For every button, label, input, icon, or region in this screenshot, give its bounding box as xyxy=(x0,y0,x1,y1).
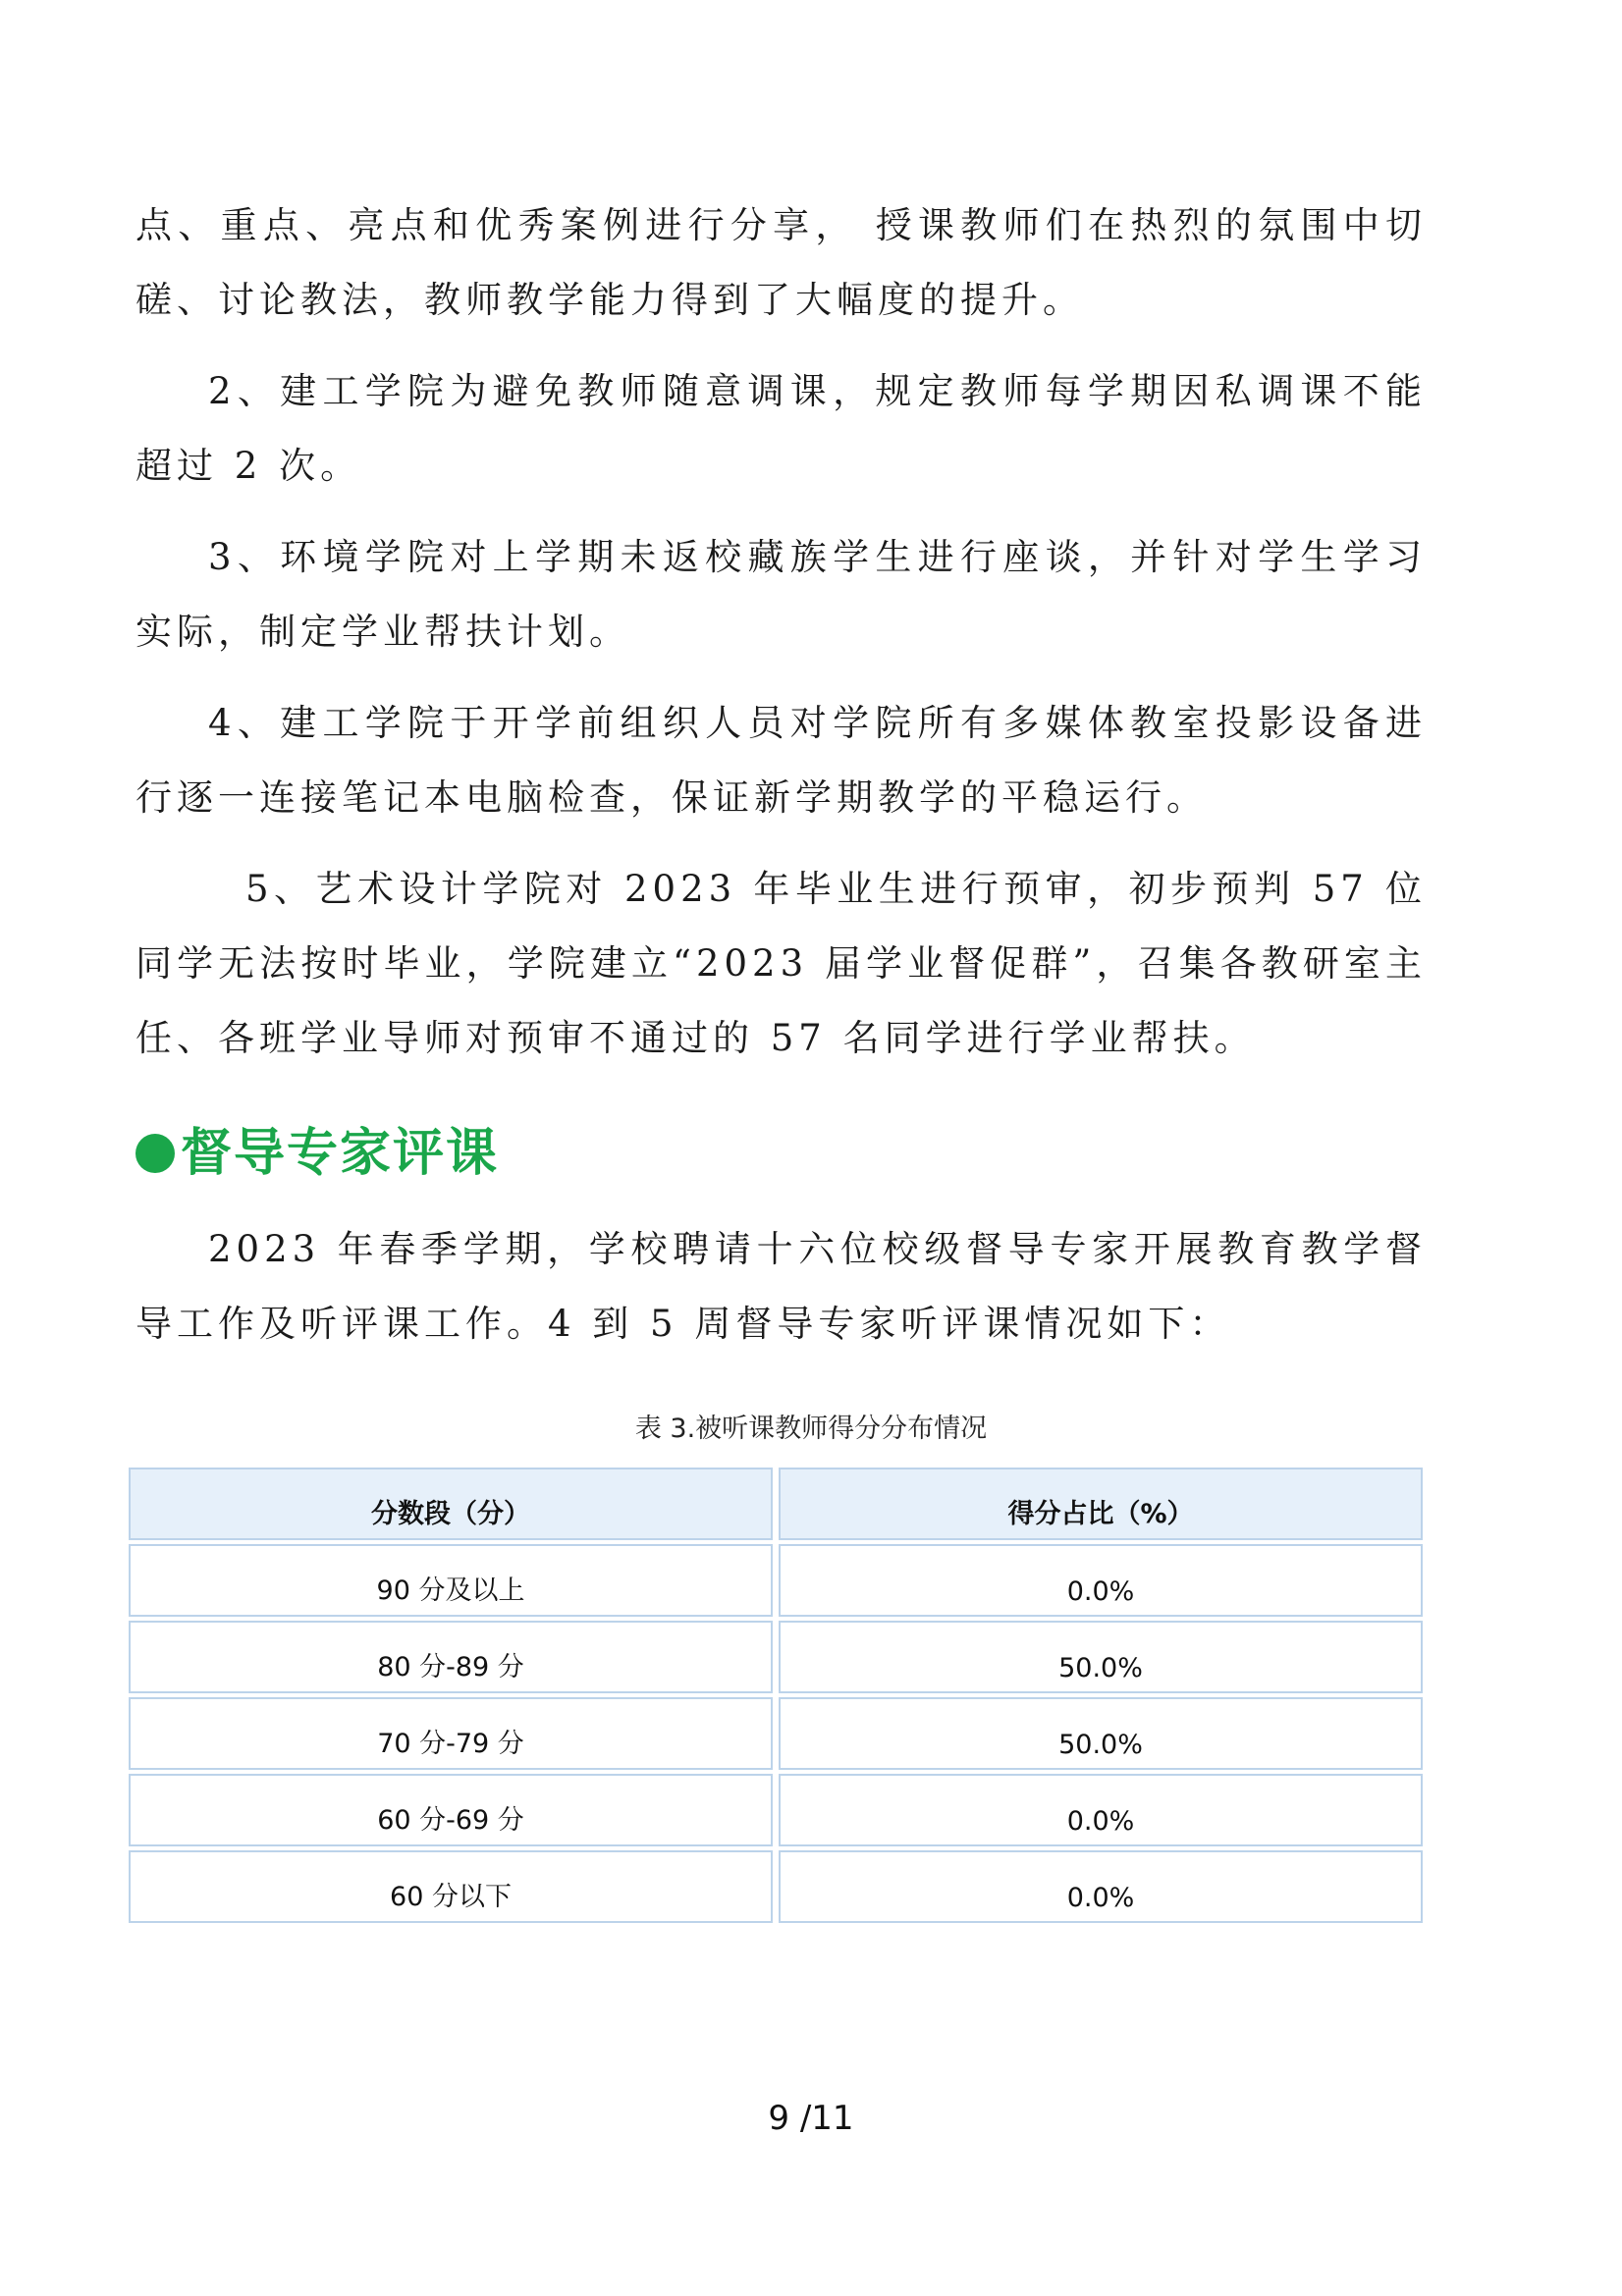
table-header-cell: 得分占比（%） xyxy=(779,1468,1423,1540)
table-row xyxy=(129,1850,1423,1923)
paragraph-item-3: 3、环境学院对上学期未返校藏族学生进行座谈，并针对学生学习实际，制定学业帮扶计划。 xyxy=(135,536,1427,653)
page-number: 9 /11 xyxy=(768,2099,854,2138)
paragraph-item-4: 4、建工学院于开学前组织人员对学院所有多媒体教室投影设备进行逐一连接笔记本电脑检查，保证新学期教学的平稳运行。 xyxy=(135,702,1427,819)
table-row xyxy=(129,1774,1423,1846)
table-cell-percent: 0.0% xyxy=(779,1850,1423,1923)
table-cell-range: 90 分及以上 xyxy=(129,1544,773,1617)
paragraph-item-2: 2、建工学院为避免教师随意调课，规定教师每学期因私调课不能超过 2 次。 xyxy=(135,370,1427,487)
table-row xyxy=(129,1621,1423,1693)
section-title: 督导专家评课 xyxy=(181,1124,500,1183)
bullet-dot-icon xyxy=(135,1134,175,1173)
section-heading xyxy=(135,1119,499,1188)
table-cell-range: 80 分-89 分 xyxy=(129,1621,773,1693)
paragraph-continuation: 点、重点、亮点和优秀案例进行分享， 授课教师们在热烈的氛围中切磋、讨论教法，教师教学能力得到了大幅度的提升。 xyxy=(135,204,1427,321)
table-cell-percent: 50.0% xyxy=(779,1621,1423,1693)
table-cell-range: 60 分以下 xyxy=(129,1850,773,1923)
score-distribution-table xyxy=(129,1468,1423,1927)
table-cell-range: 70 分-79 分 xyxy=(129,1697,773,1770)
table-cell-percent: 0.0% xyxy=(779,1774,1423,1846)
table-cell-percent: 50.0% xyxy=(779,1697,1423,1770)
paragraph-item-5: 5、艺术设计学院对 2023 年毕业生进行预审，初步预判 57 位同学无法按时毕业，学院建立“2023 届学业督促群”，召集各教研室主任、各班学业导师对预审不通过的 57 名同学进行学业帮扶。 xyxy=(135,868,1427,1059)
table-row xyxy=(129,1544,1423,1617)
table-cell-percent: 0.0% xyxy=(779,1544,1423,1617)
table-cell-range: 60 分-69 分 xyxy=(129,1774,773,1846)
table-row xyxy=(129,1697,1423,1770)
table-header-row xyxy=(129,1468,1423,1540)
table-header-cell: 分数段（分） xyxy=(129,1468,773,1540)
table-caption: 表 3.被听课教师得分分布情况 xyxy=(634,1414,988,1444)
section-intro: 2023 年春季学期，学校聘请十六位校级督导专家开展教育教学督导工作及听评课工作。4 到 5 周督导专家听评课情况如下： xyxy=(135,1228,1427,1345)
